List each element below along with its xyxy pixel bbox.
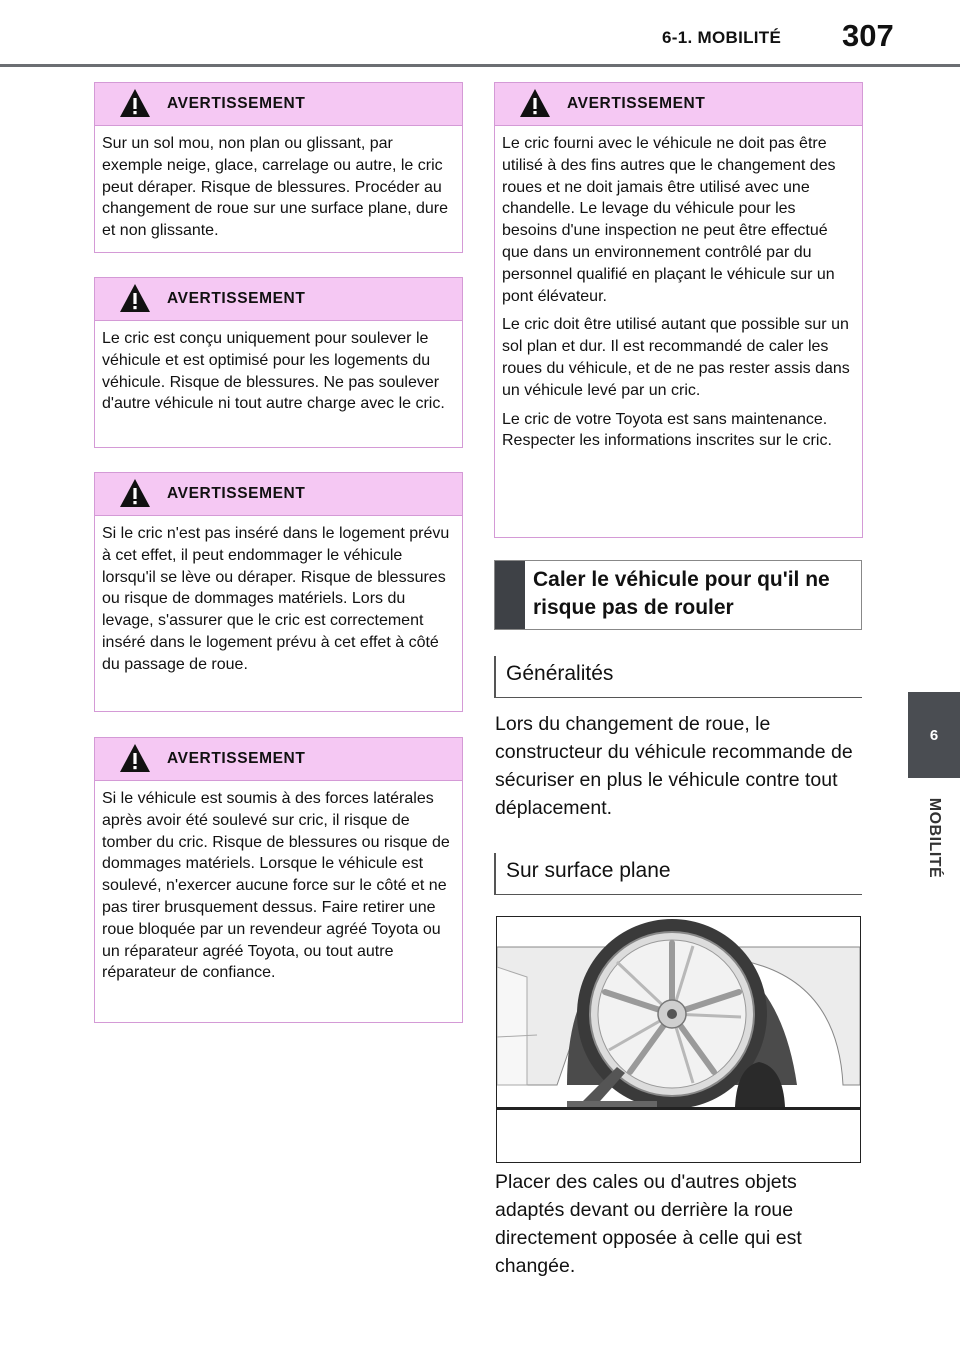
warning-body <box>495 126 862 460</box>
section-title: Caler le véhicule pour qu'il ne risque pas de rouler <box>533 568 830 619</box>
section-heading-bar <box>495 561 525 629</box>
chapter-number: 6 <box>929 726 939 744</box>
warning-header <box>495 83 862 126</box>
page-number: 307 <box>842 18 894 53</box>
warning-triangle-icon <box>118 477 152 509</box>
section-heading <box>494 560 862 630</box>
warning-box <box>94 737 463 1023</box>
warning-header <box>95 278 462 321</box>
warning-text: Le cric doit être utilisé autant que possible sur un sol plan et dur. Il est recommandé de caler les roues du véhicule, et de ne pas rester assis dans un véhicule levé par un cric. <box>502 316 850 399</box>
warning-title: AVERTISSEMENT <box>167 95 306 112</box>
warning-title: AVERTISSEMENT <box>567 95 706 112</box>
wheel-illustration-image <box>497 917 860 1162</box>
chapter-tab[interactable] <box>908 692 960 778</box>
warning-triangle-icon <box>118 742 152 774</box>
header-rule <box>0 64 960 67</box>
warning-text: Si le véhicule est soumis à des forces latérales après avoir été soulevé sur cric, il risque de tomber du cric. Risque de blessures ou risque de dommages matériels. Lorsque le véhicule est soulevé, n'exercer aucune force sur le côté et ne pas tirer brusquement dessus. Faire retirer une roue bloquée par un revendeur agréé Toyota ou un réparateur agréé Toyota, ou tout autre réparateur de confiance. <box>102 790 450 982</box>
warning-text: Sur un sol mou, non plan ou glissant, par exemple neige, glace, carrelage ou autre, le cric peut déraper. Risque de blessures. Procéder au changement de roue sur une surface plane, dure et non glissante. <box>102 135 449 240</box>
warning-header <box>95 83 462 126</box>
warning-box <box>94 277 463 448</box>
warning-header <box>95 473 462 516</box>
warning-text: Le cric fourni avec le véhicule ne doit pas être utilisé à des fins autres que le changement des roues et ne doit jamais être utilisé avec une chandelle. Le levage du véhicule pour les besoins d'une inspection ne peut être effectué que dans un environnement contrôlé par du personnel qualifié en plaçant le véhicule sur un pont élévateur. <box>502 135 836 305</box>
subheading-text: Généralités <box>506 662 614 685</box>
wheel-chock-illustration <box>496 916 861 1163</box>
warning-triangle-icon <box>518 87 552 119</box>
subheading-surface-plane <box>494 853 862 895</box>
warning-text: Le cric de votre Toyota est sans maintenance. Respecter les informations inscrites sur le cric. <box>502 410 832 450</box>
paragraph-generalites: Lors du changement de roue, le constructeur du véhicule recommande de sécuriser en plus le véhicule contre tout déplacement. <box>495 713 853 819</box>
page-section-header: 6-1. MOBILITÉ <box>662 28 782 47</box>
warning-triangle-icon <box>118 87 152 119</box>
warning-title: AVERTISSEMENT <box>167 290 306 307</box>
chapter-label: MOBILITÉ <box>926 797 943 879</box>
paragraph-surface-plane: Placer des cales ou d'autres objets adaptés devant ou derrière la roue directement opposée à celle qui est changée. <box>495 1171 802 1277</box>
warning-box <box>94 82 463 253</box>
warning-body <box>95 321 462 423</box>
warning-title: AVERTISSEMENT <box>167 485 306 502</box>
warning-box <box>94 472 463 712</box>
warning-box <box>494 82 863 538</box>
warning-body <box>95 126 462 250</box>
warning-triangle-icon <box>118 282 152 314</box>
warning-text: Si le cric n'est pas inséré dans le logement prévu à cet effet, il peut endommager le véhicule lorsqu'il se lève ou déraper. Risque de blessures ou risque de dommages matériels. Lors du levage, s'assurer que le cric est correctement inséré dans le logement prévu à cet effet à côté du passage de roue. <box>102 525 450 673</box>
subheading-generalites <box>494 656 862 698</box>
warning-body <box>95 516 462 684</box>
warning-body <box>95 781 462 992</box>
subheading-text: Sur surface plane <box>506 859 671 882</box>
warning-text: Le cric est conçu uniquement pour soulever le véhicule et est optimisé pour les logements du véhicule. Risque de blessures. Ne pas soulever d'autre véhicule ni tout autre charge avec le cric. <box>102 330 445 413</box>
warning-title: AVERTISSEMENT <box>167 750 306 767</box>
warning-header <box>95 738 462 781</box>
